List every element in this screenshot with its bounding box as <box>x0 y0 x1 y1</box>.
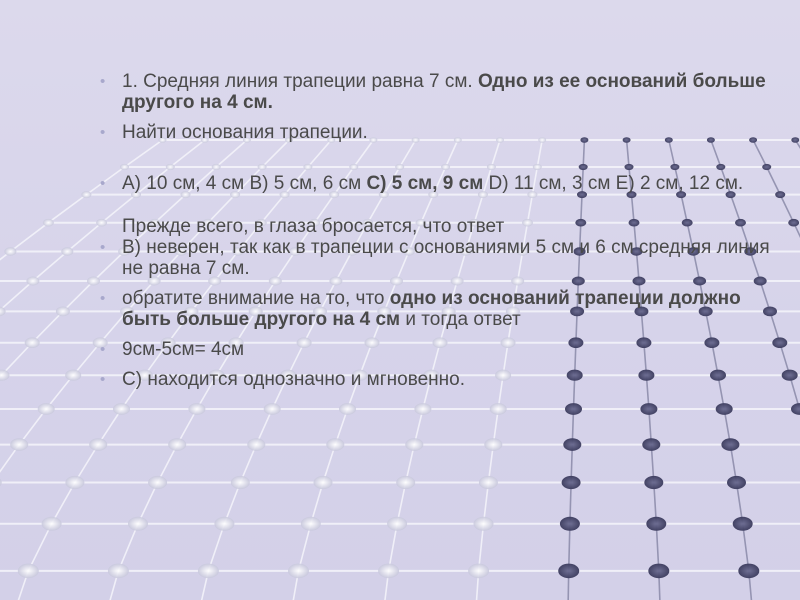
slide-text <box>100 71 790 390</box>
list-item: • 9см-5см= 4см <box>100 339 245 360</box>
bullet-icon: • <box>100 239 106 256</box>
bullet-icon: • <box>100 290 106 307</box>
list-item: • В) неверен, так как в трапеции с основаниями 5 см и 6 см средняя линия не равна 7 см. <box>100 237 770 279</box>
bullet-icon: • <box>100 124 106 141</box>
bullet-icon: • <box>100 341 106 358</box>
bullet-icon: • <box>100 175 106 192</box>
list-item: • С) находится однозначно и мгновенно. <box>100 369 465 390</box>
list-item: • 1. Средняя линия трапеции равна 7 см. Одно из ее оснований больше другого на 4 см. <box>100 71 766 113</box>
note-text: Прежде всего, в глаза бросается, что ответ <box>122 216 505 237</box>
bullet-icon: • <box>100 371 106 388</box>
list-item: • обратите внимание на то, что одно из оснований трапеции должно быть больше другого на 4 см и тогда ответ <box>100 288 741 330</box>
bullet-icon: • <box>100 73 106 90</box>
list-item: • Найти основания трапеции. <box>100 122 368 143</box>
answer-options: • А) 10 см, 4 см В) 5 см, 6 см С) 5 см, 9 см D) 11 см, 3 см Е) 2 см, 12 см. <box>100 173 744 194</box>
